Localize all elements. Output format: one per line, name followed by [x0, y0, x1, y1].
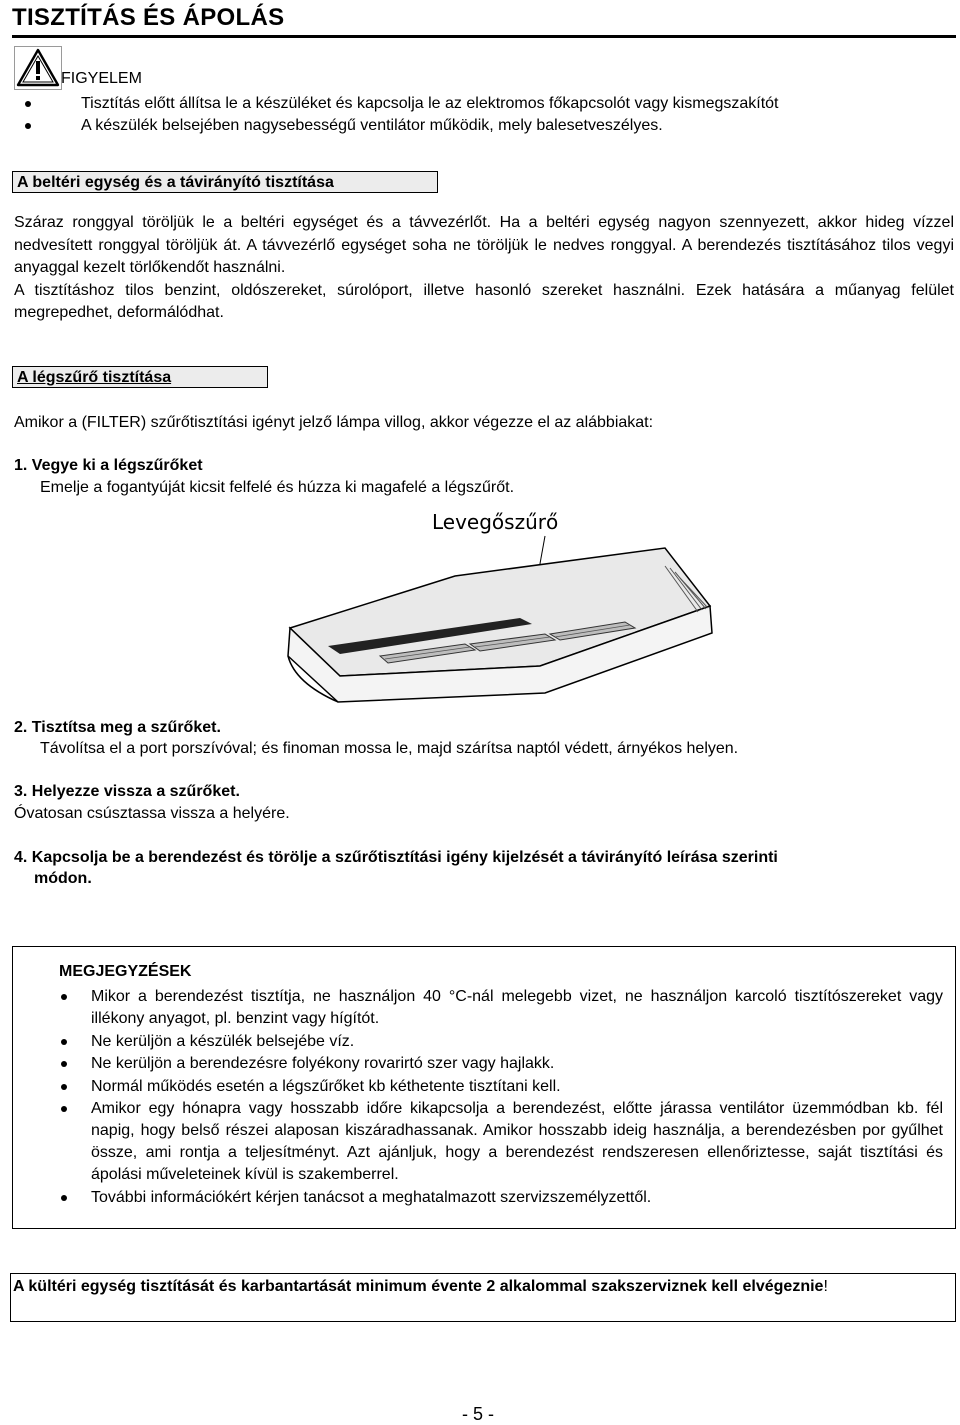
filter-intro: Amikor a (FILTER) szűrőtisztítási igényt jelző lámpa villog, akkor végezze el az alábbiakat: — [14, 414, 654, 431]
list-item: Tisztítás előtt állítsa le a készüléket és kapcsolja le az elektromos főkapcsolót vagy kismegszakítót — [14, 93, 779, 115]
step-1-text: Emelje a fogantyúját kicsit felfelé és húzza ki magafelé a légszűrőt. — [40, 479, 515, 496]
paragraph-dirty: Ha a beltéri egység nagyon szennyezett, akkor hideg vízzel nedvesített ronggyal töröljük át. A távvezérlő egységet soha ne töröljük le nedves ronggyal. A berendezés tisztításához tilos vegyi anyaggal kezelt törlőkendőt használni. — [14, 214, 955, 276]
step-4-title-cont: módon. — [34, 870, 92, 887]
paragraph-forbidden: A tisztításhoz tilos benzint, oldószereket, súrolóport, illetve hasonló szereket használni. Ezek hatására a műanyag felület megrepedhet, deformálódhat. — [14, 281, 954, 321]
final-notice — [10, 1273, 956, 1322]
step-2-text: Távolítsa el a port porszívóval; és finoman mossa le, majd szárítsa naptól védett, árnyékos helyen. — [40, 740, 739, 757]
list-item: Amikor egy hónapra vagy hosszabb időre kikapcsolja a berendezést, előtte járassa ventilátor üzemmódban kb. fél napig, hogy belső részei alaposan kiszáradhassanak. Amikor hosszabb ideig használja, a berendezésben por gyűlhet össze, ami rontja a teljesítményt. Azt ajánljuk, hogy a berendezést rendszeresen ellenőriztesse, saját tisztítási és ápolási műveleteinek kívül is szakemberrel. — [13, 1098, 943, 1186]
warning-triangle-icon — [14, 46, 62, 90]
warning-label: FIGYELEM — [61, 70, 142, 87]
step-2-title: 2. Tisztítsa meg a szűrőket. — [14, 719, 221, 736]
warning-list — [14, 93, 779, 137]
list-item: Ne kerüljön a készülék belsejébe víz. — [13, 1031, 943, 1053]
page-title: TISZTÍTÁS ÉS ÁPOLÁS — [12, 4, 285, 31]
final-notice-end: ! — [823, 1278, 828, 1295]
notes-list — [13, 986, 943, 1209]
notes-title: MEGJEGYZÉSEK — [59, 963, 192, 980]
step-3-text: Óvatosan csúsztassa vissza a helyére. — [14, 805, 290, 822]
step-4-title: 4. Kapcsolja be a berendezést és törölje a szűrőtisztítási igény kijelzését a távirányító leírása szerinti — [14, 849, 778, 866]
list-item: A készülék belsejében nagysebességű ventilátor működik, mely balesetveszélyes. — [14, 115, 779, 137]
figure-label: Levegőszűrő — [432, 510, 559, 534]
list-item: További információkért kérjen tanácsot a meghatalmazott szervizszemélyzettől. — [13, 1187, 943, 1209]
list-item: Mikor a berendezést tisztítja, ne használjon 40 °C-nál melegebb vizet, ne használjon karcoló tisztítószereket vagy illékony anyagot, pl. benzint vagy hígítót. — [13, 986, 943, 1030]
final-notice-text: A kültéri egység tisztítását és karbantartását minimum évente 2 alkalommal szakszerviznek kell elvégeznie — [13, 1278, 824, 1295]
notes-box — [12, 946, 956, 1229]
list-item: Normál működés esetén a légszűrőket kb kéthetente tisztítani kell. — [13, 1076, 943, 1098]
indoor-section-heading: A beltéri egység és a távirányító tisztítása — [12, 171, 438, 193]
step-1-title: 1. Vegye ki a légszűrőket — [14, 457, 203, 474]
page-number: - 5 - — [462, 1404, 495, 1424]
paragraph-intro: Száraz ronggyal töröljük le a beltéri egységet és a távvezérlőt. — [14, 214, 492, 231]
indoor-unit-illustration — [270, 488, 720, 713]
list-item: Ne kerüljön a berendezésre folyékony rovarirtó szer vagy hajlakk. — [13, 1053, 943, 1075]
step-3-title: 3. Helyezze vissza a szűrőket. — [14, 783, 240, 800]
indoor-section-body — [14, 212, 954, 325]
filter-heading-text: A légszűrő tisztítása — [17, 369, 172, 386]
filter-section-heading — [12, 366, 268, 388]
title-rule — [12, 35, 956, 38]
